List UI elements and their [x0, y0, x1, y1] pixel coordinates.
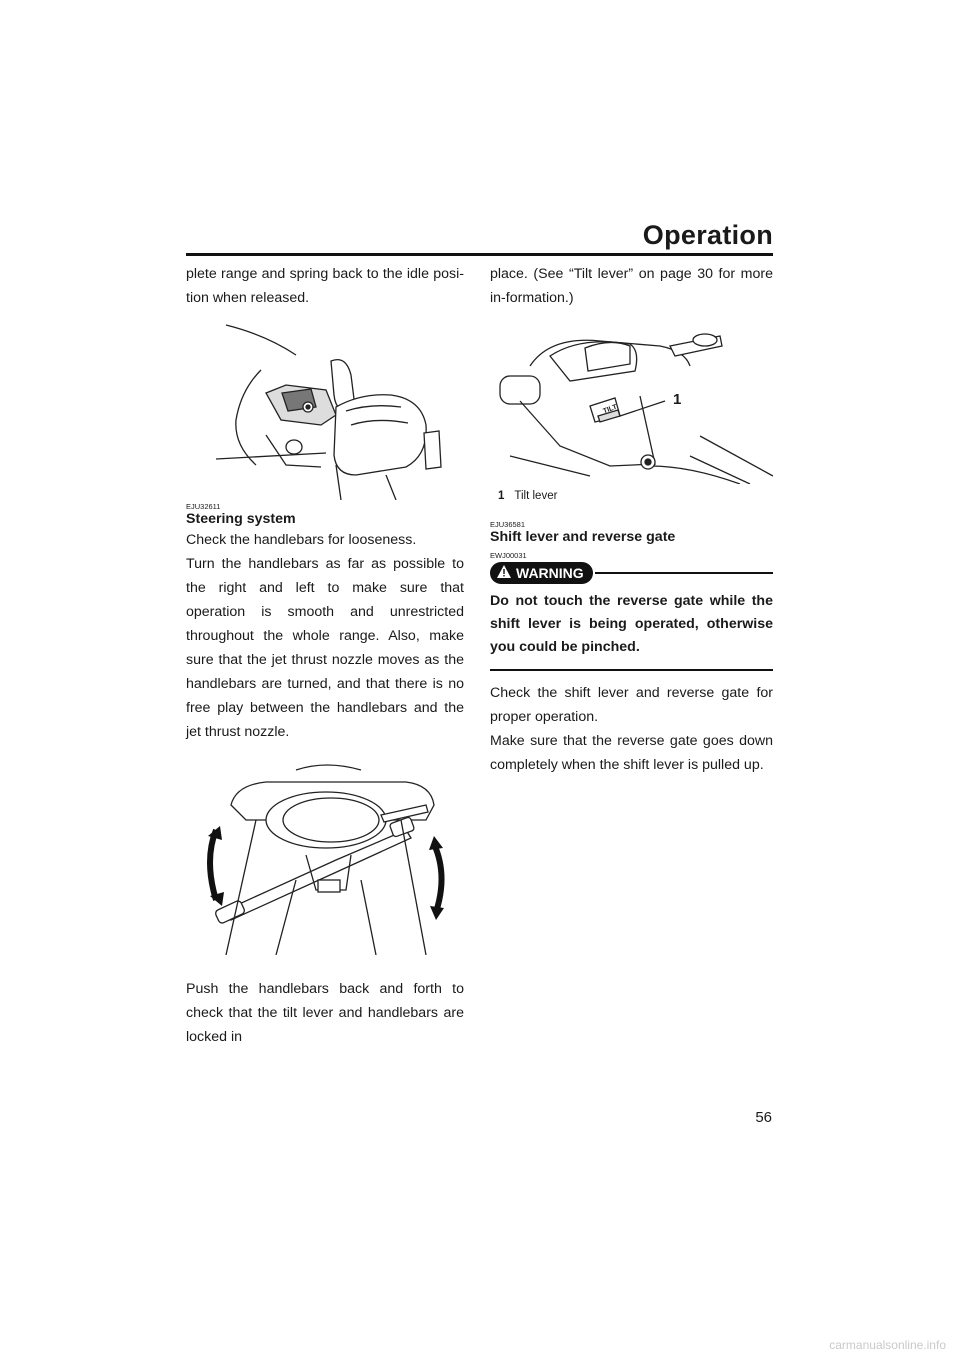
throttle-illustration — [186, 315, 464, 500]
left-column — [186, 262, 464, 1049]
warning-icon — [497, 565, 511, 581]
steering-paragraph-3: Push the handlebars back and forth to check that the tilt lever and handlebars are locked in — [186, 981, 464, 1045]
intro-text-left: plete range and spring back to the idle posi-tion when released. — [186, 266, 464, 306]
page-number: 56 — [755, 1109, 772, 1126]
watermark: carmanualsonline.info — [829, 1338, 946, 1352]
warning-top-rule — [595, 572, 773, 574]
caption-number: 1 — [498, 490, 505, 502]
steering-heading: Steering system — [186, 511, 296, 527]
warning-header — [490, 562, 773, 584]
callout-number: 1 — [673, 391, 682, 408]
steering-paragraph-1: Check the handlebars for looseness. — [186, 532, 417, 548]
shift-paragraph-2: Make sure that the reverse gate goes down completely when the shift lever is pulled up. — [490, 733, 773, 773]
shift-section-code: EJU36581 — [490, 520, 526, 529]
tilt-lever-illustration — [490, 316, 773, 484]
shift-heading: Shift lever and reverse gate — [490, 529, 676, 545]
steering-section-code: EJU32611 — [186, 502, 221, 511]
warning-bottom-rule — [490, 669, 773, 671]
warning-text: Do not touch the reverse gate while the shift lever is being operated, otherwise you could be pinched. — [490, 593, 773, 655]
warning-code: EWJ00031 — [490, 551, 527, 560]
figure-caption — [490, 490, 773, 502]
steering-paragraph-2: Turn the handlebars as far as possible to the right and left to make sure that operation is smooth and unrestricted throughout the whole range. Also, make sure that the jet thrust nozzle moves as the handlebars are turned, and that there is no free play between the handlebars and the jet thrust nozzle. — [186, 556, 464, 740]
intro-text-right: place. (See “Tilt lever” on page 30 for more in-formation.) — [490, 266, 773, 306]
right-column — [490, 262, 773, 777]
caption-text: Tilt lever — [514, 490, 558, 502]
warning-badge — [490, 562, 593, 584]
tilt-label-text: TILT — [602, 403, 619, 416]
handlebar-illustration — [186, 760, 464, 955]
warning-label: WARNING — [516, 565, 584, 581]
header-rule — [186, 253, 773, 256]
shift-paragraph-1: Check the shift lever and reverse gate for proper operation. — [490, 685, 773, 725]
page-title: Operation — [642, 220, 773, 250]
